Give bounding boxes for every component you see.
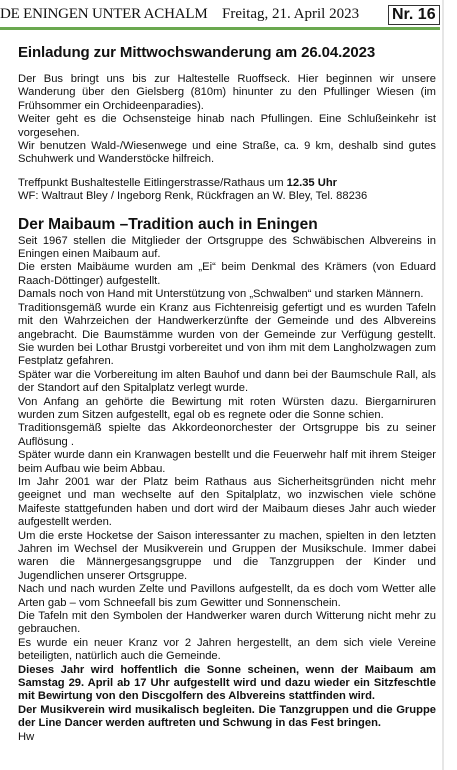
article1-paragraph: Der Bus bringt uns bis zur Haltestelle Ruoffseck. Hier beginnen wir unsere Wanderung über den Gielsberg (810m) hinunter zu den Pfullinger Wiesen (im Frühsommer ein Orchideenparadies). [18,73,436,112]
article1-paragraph: Wir benutzen Wald-/Wiesenwege und eine Straße, ca. 9 km, deshalb sind gutes Schuhwerk und Wanderstöcke hilfreich. [18,140,436,166]
article2-paragraph: Später wurde dann ein Kranwagen bestellt und die Feuerwehr half mit ihrem Steiger beim Aufbau wie beim Abbau. [18,449,436,475]
masthead [0,0,457,30]
article1-paragraph: Weiter geht es die Ochsensteige hinab nach Pfullingen. Eine Schlußeinkehr ist vorgesehen. [18,113,436,139]
article2-paragraph: Nach und nach wurden Zelte und Pavillons aufgestellt, da es doch vom Wetter alle Arten gab – vom Schneefall bis zum Gewitter und Sonnenschein. [18,583,436,609]
article2-paragraph: Damals noch von Hand mit Unterstützung von „Schwalben“ und starken Männern. [18,288,424,301]
article2-paragraph: Die Tafeln mit den Symbolen der Handwerker waren durch Witterung nicht mehr zu gebrauchen. [18,610,436,636]
article2-paragraph: Im Jahr 2001 war der Platz beim Rathaus aus Sicherheitsgründen nicht mehr geeignet und man wechselte auf den Spitalplatz, wo inzwischen viele schöne Maifeste stattgefunden haben und dort wird der Maibaum dieses Jahr auch wieder aufgestellt werden. [18,475,436,529]
guides-line: WF: Waltraut Bley / Ingeborg Renk, Rückfragen an W. Bley, Tel. 88236 [18,190,368,203]
issue-date: Freitag, 21. April 2023 [222,6,360,22]
article2-paragraph: Seit 1967 stellen die Mitglieder der Ortsgruppe des Schwäbischen Albvereins in Eningen einen Maibaum auf. [18,234,436,261]
meeting-time: 12.35 Uhr [286,176,338,189]
article1-meta [18,177,436,204]
article2-paragraph: Um die erste Hocketse der Saison interessanter zu machen, spielten in den letzten Jahren im Wechsel der Musikverein und Gruppen der Musikschule. Immer dabei waren die Männergesangsgruppe und die Tanzgruppen der Kinder und Jugendlichen unserer Ortsgruppe. [18,529,436,582]
article2-paragraph: Später war die Vorbereitung im alten Bauhof und dann bei der Baumschule Rall, als der Standort auf den Spitalplatz verlegt wurde. [18,368,436,395]
masthead-rule [0,27,440,30]
meeting-point-text: Treffpunkt Bushaltestelle Eitlingerstrasse/Rathaus um [18,176,287,189]
article2-paragraph: Traditionsgemäß spielte das Akkordeonorchester der Ortsgruppe bis zu seiner Auflösung . [18,422,436,448]
page-edge [442,0,444,770]
article1-title: Einladung zur Mittwochswanderung am 26.04.2023 [18,44,376,61]
article2-body [18,235,436,664]
article1-body [18,73,436,167]
article2-bold-paragraph: Dieses Jahr wird hoffentlich die Sonne scheinen, wenn der Maibaum am Samstag 29. April ab 17 Uhr aufgestellt wird und dazu wieder ein Sitzfeschtle mit Bewirtung von den Discgolfern des Albvereins stattfinden wird. [18,663,436,703]
page-content [18,38,436,744]
article2-paragraph: Von Anfang an gehörte die Bewirtung mit roten Würsten dazu. Biergarniruren wurden zum Sitzen aufgestellt, egal ob es regnete oder die Sonne schien. [18,395,436,421]
article2-title: Der Maibaum –Tradition auch in Eningen [18,215,318,233]
article2-bold-paragraph: Der Musikverein wird musikalisch begleiten. Die Tanzgruppen und die Gruppe der Line Dancer werden auftreten und Schwung in das Fest bringen. [18,703,436,730]
article2-paragraph: Es wurde ein neuer Kranz vor 2 Jahren hergestellt, an dem sich viele Vereine beteiligten, natürlich auch die Gemeinde. [18,636,436,663]
publication-name: DE ENINGEN UNTER ACHALM [0,6,208,22]
article2-paragraph: Die ersten Maibäume wurden am „Ei“ beim Denkmal des Krämers (von Eduard Raach-Döttinger) aufgestellt. [18,261,436,287]
author-signature: Hw [18,730,35,743]
meeting-point [18,177,436,190]
issue-number: Nr. 16 [388,5,440,25]
article2-paragraph: Traditionsgemäß wurde ein Kranz aus Fichtenreisig gefertigt und es wurden Tafeln mit den Wahrzeichen der Handwerkerzünfte der Gemeinde und des Albvereins angebracht. Die Baumstämme wurden von der Gemeinde zur Verfügung gestellt. Sie wurden bei Lothar Brustgi vorbereitet und von ihm mit dem Langholzwagen zum Festplatz gefahren. [18,301,436,368]
article2-highlight [18,664,436,731]
